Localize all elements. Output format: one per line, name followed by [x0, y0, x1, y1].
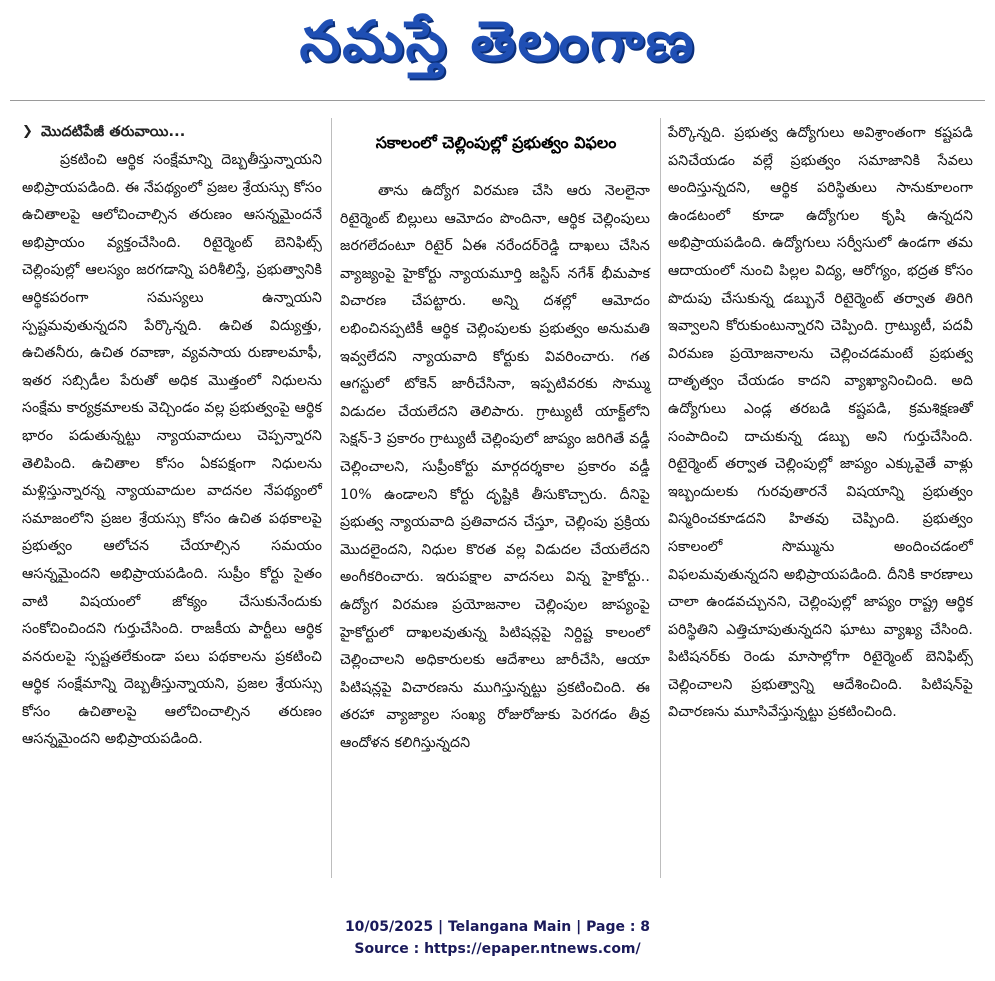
edition-info: 10/05/2025 | Telangana Main | Page : 8	[344, 919, 651, 935]
newspaper-logo: నమస్తే తెలంగాణ	[299, 8, 696, 74]
article-paragraph: ప్రకటించి ఆర్థిక సంక్షేమాన్ని దెబ్బతీస్తున్నాయని అభిప్రాయపడింది. ఈ నేపథ్యంలో ప్రజల శ్రేయస్సు కోసం ఉచితాలపై ఆలోచించాల్సిన తరుణం ఆసన్నమైందనే అభిప్రాయం వ్యక్తంచేసింది. రిటైర్మెంట్ బెనిఫిట్స్ చెల్లింపుల్లో ఆలస్యం జరగడాన్ని పరిశీలిస్తే, ప్రభుత్వానికి ఆర్థికపరంగా సమస్యలు ఉన్నాయని స్పష్టమవుతున్నదని పేర్కొన్నది. ఉచిత విద్యుత్తు, ఉచితనీరు, ఉచిత రవాణా, వ్యవసాయ రుణాలమాఫీ, ఇతర సబ్సిడీల పేరుతో అధిక మొత్తంలో నిధులను సంక్షేమ కార్యక్రమాలకు వెచ్చిండం వల్ల ప్రభుత్వంపై ఆర్థిక భారం పడుతున్నట్టు న్యాయవాదులు చెప్పన్నారని తెలిపింది. ఉచితాల కోసం ఏకపక్షంగా నిధులను మళ్లిస్తున్నారన్న న్యాయవాదుల వాదనల నేపథ్యంలో సమాజంలోని ప్రజల శ్రేయస్సు కోసం ఉచిత పథకాలపై ప్రభుత్వం ఆలోచన చేయాల్సిన సమయం ఆసన్నమైందని అభిప్రాయపడింది. సుప్రీం కోర్టు సైతం వాటి విషయంలో జోక్యం చేసుకునేందుకు సంకోచించిందని గుర్తుచేసింది. రాజకీయ పార్టీలు ఆర్థిక వనరులపై స్పష్టతలేకుండా పలు పథకాలను ప్రకటించి ఆర్థిక సంక్షేమాన్ని దెబ్బతీస్తున్నాయని, ప్రజల శ్రేయస్సు కోసం ఉచితాలపై ఆలోచించాల్సిన తరుణం ఆసన్నమైందని అభిప్రాయపడింది.	[22, 152, 322, 748]
column-divider-1	[331, 118, 332, 878]
article-column-2	[340, 178, 650, 757]
source-link[interactable]: Source : https://epaper.ntnews.com/	[354, 941, 641, 957]
article-headline: సకాలంలో చెల్లింపుల్లో ప్రభుత్వం విఫలం	[375, 133, 617, 152]
top-divider	[10, 100, 985, 101]
chevron-right-icon: ❯	[22, 124, 33, 139]
page-footer	[0, 916, 995, 960]
continuation-marker	[22, 120, 322, 144]
column-divider-2	[660, 118, 661, 878]
article-column-3	[668, 120, 973, 727]
article-column-1	[22, 120, 322, 754]
continuation-label: మొదటిపేజీ తరువాయి...	[41, 124, 186, 140]
masthead	[0, 0, 995, 82]
article-paragraph: పేర్కొన్నది. ప్రభుత్వ ఉద్యోగులు అవిశ్రాంతంగా కష్టపడి పనిచేయడం వల్లే ప్రభుత్వం సమాజానికి సేవలు అందిస్తున్నదని, ఆర్థిక పరిస్థితులు సానుకూలంగా ఉండటంలో కూడా ఉద్యోగుల కృషి ఉన్నదని అభిప్రాయపడింది. ఉద్యోగులు సర్వీసులో ఉండగా తమ ఆదాయంలో నుంచి పిల్లల విద్య, ఆరోగ్యం, భద్రత కోసం పొదుపు చేసుకున్న డబ్బునే రిటైర్మెంట్ తర్వాత తిరిగి ఇవ్వాలని కోరుకుంటున్నారని చెప్పింది. గ్రాట్యుటీ, పదవీ విరమణ ప్రయోజనాలను చెల్లించడమంటే ప్రభుత్వ దాతృత్వం చేయడం కాదని వ్యాఖ్యానించింది. అది ఉద్యోగులు ఎండ్ల తరబడి కష్టపడి, క్రమశిక్షణతో సంపాదించి దాచుకున్న డబ్బు అని గుర్తుచేసింది. రిటైర్మెంట్ తర్వాత చెల్లింపుల్లో జాప్యం ఎక్కువైతే వాళ్లు ఇబ్బందులకు గురవుతారనే విషయాన్ని ప్రభుత్వం విస్మరించకూడదని హితవు చెప్పింది. ప్రభుత్వం సకాలంలో సొమ్మును అందించడంలో విఫలమవుతున్నదని అభిప్రాయపడింది. దీనికి కారణాలు చాలా ఉండవచ్చునని, చెల్లింపుల్లో జాప్యం రాష్ట్ర ఆర్థిక పరిస్థితిని ఎత్తిచూపుతున్నదని ఘాటు వ్యాఖ్య చేసింది. పిటిషనర్‌కు రెండు మాసాల్లోగా రిటైర్మెంట్ బెనిఫిట్స్ చెల్లించాలని ప్రభుత్వాన్ని ఆదేశించింది. పిటిషన్‌పై విచారణను మూసివేస్తున్నట్టు ప్రకటించింది.	[668, 125, 973, 721]
article-paragraph: తాను ఉద్యోగ విరమణ చేసి ఆరు నెలలైనా రిటైర్మెంట్ బిల్లులు ఆమోదం పొందినా, ఆర్థిక చెల్లింపులు జరగలేదంటూ రిటైర్ ఏఈ నరేందర్‌రెడ్డి దాఖలు చేసిన వ్యాజ్యంపై హైకోర్టు న్యాయమూర్తి జస్టిస్ నగేశ్ భీమపాక విచారణ చేపట్టారు. అన్ని దశల్లో ఆమోదం లభించినప్పటికీ ఆర్థిక చెల్లింపులకు ప్రభుత్వం అనుమతి ఇవ్వలేదని న్యాయవాది కోర్టుకు వివరించారు. గత ఆగస్టులో టోకెన్ జారీచేసినా, ఇప్పటివరకు సొమ్ము విడుదల చేయలేదని తెలిపారు. గ్రాట్యుటీ యాక్ట్‌లోని సెక్షన్-3 ప్రకారం గ్రాట్యుటీ చెల్లింపులో జాప్యం జరిగితే వడ్డీ చెల్లించాలని, సుప్రీంకోర్టు మార్గదర్శకాల ప్రకారం వడ్డీ 10% ఉండాలని కోర్టు దృష్టికి తీసుకొచ్చారు. దీనిపై ప్రభుత్వ న్యాయవాది ప్రతివాదన చేస్తూ, చెల్లింపు ప్రక్రియ మొదలైందని, నిధుల కొరత వల్ల విడుదల చేయలేదని అంగీకరించారు. ఇరుపక్షాల వాదనలు విన్న హైకోర్టు.. ఉద్యోగ విరమణ ప్రయోజనాల చెల్లింపుల జాప్యంపై హైకోర్టులో దాఖలవుతున్న పిటిషన్లపై నిర్దిష్ట కాలంలో చెల్లించాలని అధికారులకు ఆదేశాలు జారీచేసి, ఆయా పిటిషన్లపై విచారణను ముగిస్తున్నట్టు ప్రకటించింది. ఈ తరహా వ్యాజ్యాల సంఖ్య రోజురోజుకు పెరగడం తీవ్ర ఆందోళన కలిగిస్తున్నదని	[340, 183, 650, 751]
